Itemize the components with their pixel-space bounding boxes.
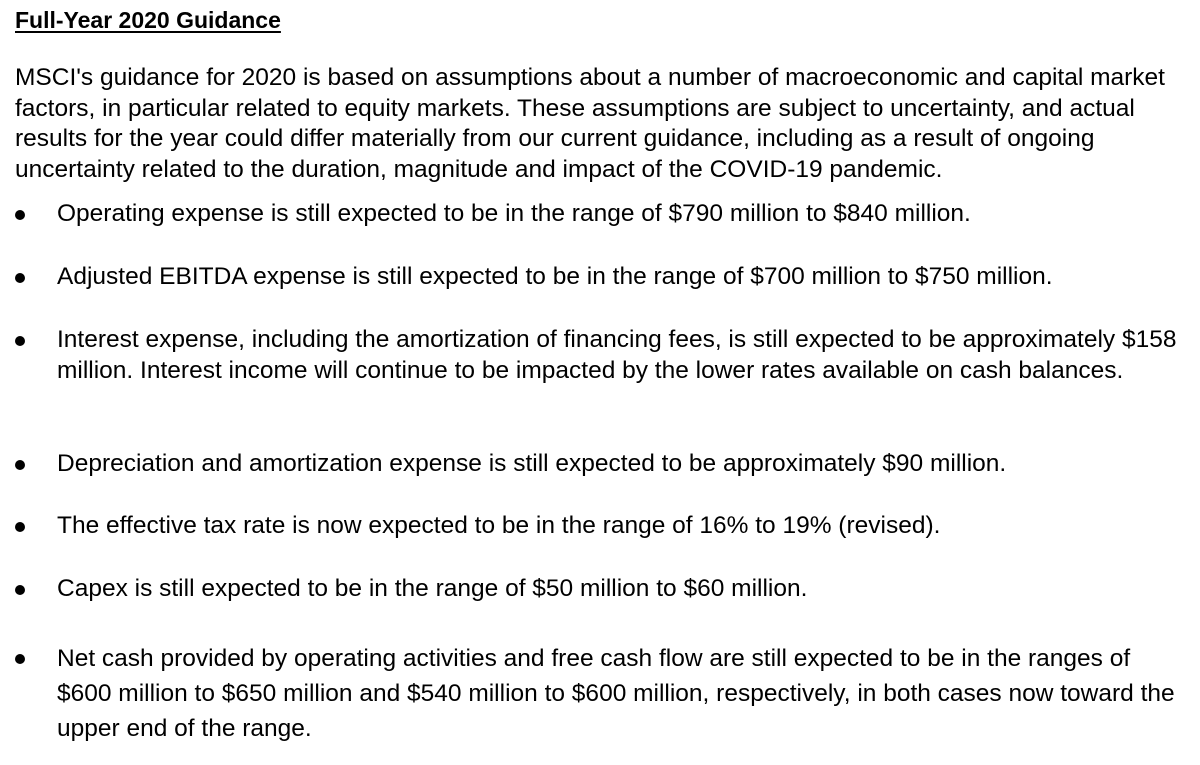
bullet-icon [15,585,25,595]
intro-paragraph: MSCI's guidance for 2020 is based on assumptions about a number of macroeconomic and capital market factors, in particular related to equity markets. These assumptions are subject to uncertainty, and actual results for the year could differ materially from our current guidance, including as a result of ongoing uncertainty related to the duration, magnitude and impact of the COVID-19 pandemic. [15,64,1165,183]
bullet-icon [15,460,25,470]
list-item-text: The effective tax rate is now expected to be in the range of 16% to 19% (revised). [57,512,941,539]
section-heading: Full-Year 2020 Guidance [15,7,281,33]
list-item-text: Adjusted EBITDA expense is still expected to be in the range of $700 million to $750 million. [57,263,1053,290]
list-item-text: Depreciation and amortization expense is still expected to be approximately $90 million. [57,450,1007,477]
bullet-icon [15,522,25,532]
bullet-icon [15,210,25,220]
list-item-text: Operating expense is still expected to be in the range of $790 million to $840 million. [57,200,971,227]
list-item-text: Net cash provided by operating activities and free cash flow are still expected to be in the ranges of $600 million to $650 million and $540 million to $600 million, respectively, in both cases now toward the upper end of the range. [57,645,1175,742]
list-item-text: Interest expense, including the amortization of financing fees, is still expected to be approximately $158 million. Interest income will continue to be impacted by the lower rates available on cash balances. [57,326,1177,384]
bullet-icon [15,654,25,664]
list-item-text: Capex is still expected to be in the range of $50 million to $60 million. [57,575,808,602]
bullet-icon [15,273,25,283]
bullet-icon [15,336,25,346]
